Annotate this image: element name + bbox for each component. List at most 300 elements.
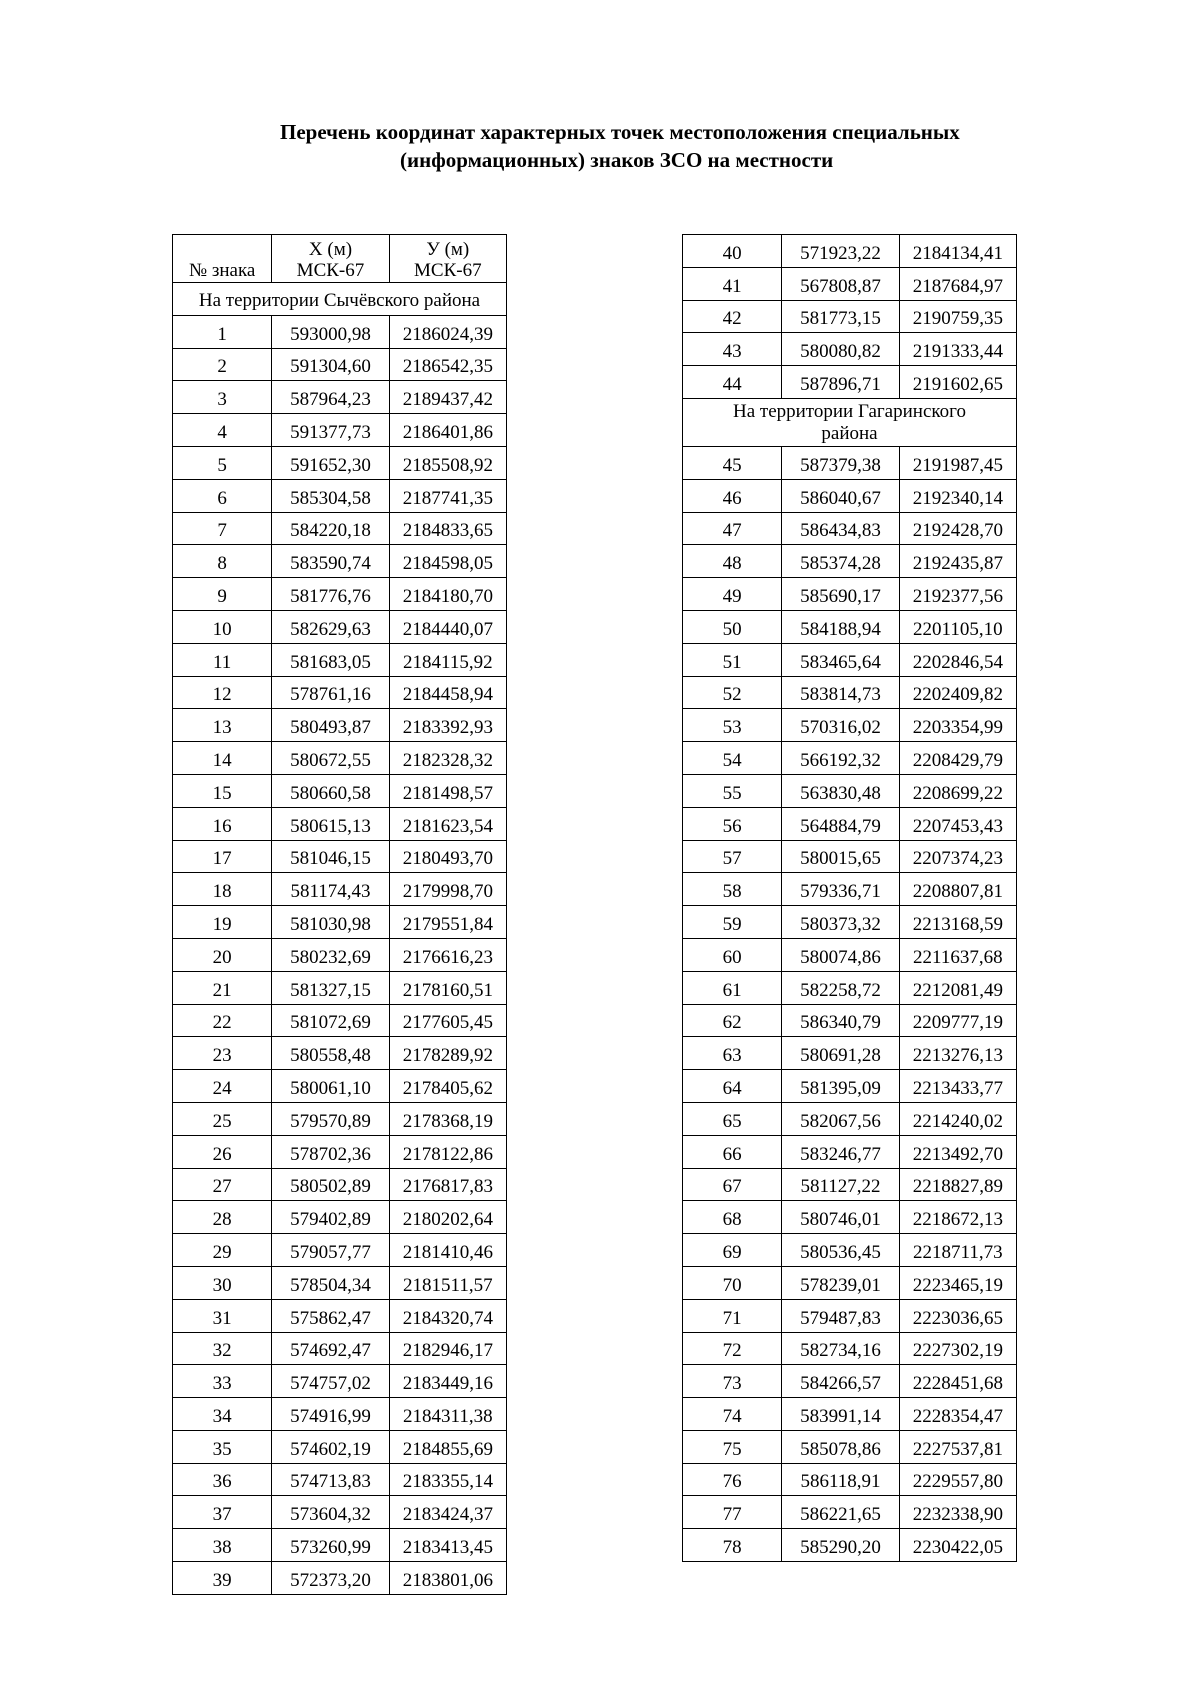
y-coordinate-cell: 2223036,65	[899, 1299, 1016, 1332]
table-row	[683, 1496, 1017, 1529]
table-row	[173, 742, 507, 775]
x-coordinate-cell: 581773,15	[782, 300, 899, 333]
table-row	[173, 1496, 507, 1529]
table-row	[683, 300, 1017, 333]
x-coordinate-cell: 593000,98	[272, 315, 389, 348]
x-coordinate-cell: 584220,18	[272, 512, 389, 545]
table-row	[683, 971, 1017, 1004]
sign-number-cell: 45	[683, 446, 782, 479]
x-coordinate-cell: 566192,32	[782, 742, 899, 775]
table-row	[173, 414, 507, 447]
table-row	[683, 1529, 1017, 1562]
y-coordinate-cell: 2180202,64	[389, 1201, 506, 1234]
sign-number-cell: 54	[683, 742, 782, 775]
y-coordinate-cell: 2183355,14	[389, 1463, 506, 1496]
y-coordinate-cell: 2192428,70	[899, 512, 1016, 545]
y-coordinate-cell: 2181498,57	[389, 774, 506, 807]
x-coordinate-cell: 579487,83	[782, 1299, 899, 1332]
sign-number-cell: 63	[683, 1037, 782, 1070]
x-coordinate-cell: 580061,10	[272, 1070, 389, 1103]
x-coordinate-cell: 583814,73	[782, 676, 899, 709]
x-coordinate-cell: 586040,67	[782, 479, 899, 512]
x-coordinate-cell: 580691,28	[782, 1037, 899, 1070]
x-coordinate-cell: 591304,60	[272, 348, 389, 381]
y-coordinate-cell: 2184598,05	[389, 545, 506, 578]
title-line-2: (информационных) знаков ЗСО на местности	[400, 148, 834, 172]
sign-number-cell: 15	[173, 774, 272, 807]
table-row	[173, 381, 507, 414]
table-row	[683, 578, 1017, 611]
sign-number-cell: 9	[173, 578, 272, 611]
table-row	[683, 479, 1017, 512]
sign-number-cell: 10	[173, 610, 272, 643]
table-row	[683, 676, 1017, 709]
y-coordinate-cell: 2202409,82	[899, 676, 1016, 709]
table-row	[173, 1234, 507, 1267]
sign-number-cell: 39	[173, 1562, 272, 1595]
sign-number-cell: 59	[683, 906, 782, 939]
table-row	[683, 742, 1017, 775]
x-coordinate-cell: 580660,58	[272, 774, 389, 807]
y-coordinate-cell: 2208807,81	[899, 873, 1016, 906]
y-coordinate-cell: 2177605,45	[389, 1004, 506, 1037]
x-coordinate-cell: 583246,77	[782, 1135, 899, 1168]
sign-number-cell: 8	[173, 545, 272, 578]
sign-number-cell: 20	[173, 938, 272, 971]
sign-number-cell: 5	[173, 446, 272, 479]
sign-number-cell: 17	[173, 840, 272, 873]
sign-number-cell: 72	[683, 1332, 782, 1365]
y-coordinate-cell: 2176616,23	[389, 938, 506, 971]
table-row	[683, 610, 1017, 643]
y-coordinate-cell: 2184180,70	[389, 578, 506, 611]
table-row	[683, 446, 1017, 479]
y-coordinate-cell: 2223465,19	[899, 1266, 1016, 1299]
x-coordinate-cell: 585304,58	[272, 479, 389, 512]
x-coordinate-cell: 578504,34	[272, 1266, 389, 1299]
table-row	[173, 1430, 507, 1463]
sign-number-cell: 31	[173, 1299, 272, 1332]
y-coordinate-cell: 2192377,56	[899, 578, 1016, 611]
table-row	[683, 333, 1017, 366]
y-coordinate-cell: 2178405,62	[389, 1070, 506, 1103]
x-coordinate-cell: 564884,79	[782, 807, 899, 840]
table-row	[173, 315, 507, 348]
y-coordinate-cell: 2207374,23	[899, 840, 1016, 873]
sign-number-cell: 36	[173, 1463, 272, 1496]
y-coordinate-cell: 2230422,05	[899, 1529, 1016, 1562]
sign-number-cell: 26	[173, 1135, 272, 1168]
table-header-row	[173, 235, 507, 283]
x-coordinate-cell: 585078,86	[782, 1430, 899, 1463]
x-coordinate-cell: 573604,32	[272, 1496, 389, 1529]
table-row	[173, 446, 507, 479]
table-row	[683, 840, 1017, 873]
x-coordinate-cell: 586118,91	[782, 1463, 899, 1496]
y-coordinate-cell: 2180493,70	[389, 840, 506, 873]
y-coordinate-cell: 2214240,02	[899, 1102, 1016, 1135]
table-row	[173, 1037, 507, 1070]
sign-number-cell: 19	[173, 906, 272, 939]
y-coordinate-cell: 2179998,70	[389, 873, 506, 906]
table-row	[173, 1562, 507, 1595]
y-coordinate-cell: 2203354,99	[899, 709, 1016, 742]
table-row	[173, 348, 507, 381]
y-coordinate-cell: 2184311,38	[389, 1398, 506, 1431]
y-coordinate-cell: 2184320,74	[389, 1299, 506, 1332]
x-coordinate-cell: 579570,89	[272, 1102, 389, 1135]
x-coordinate-cell: 578702,36	[272, 1135, 389, 1168]
sign-number-cell: 62	[683, 1004, 782, 1037]
y-coordinate-cell: 2183449,16	[389, 1365, 506, 1398]
sign-number-cell: 48	[683, 545, 782, 578]
sign-number-cell: 60	[683, 938, 782, 971]
sign-number-cell: 51	[683, 643, 782, 676]
y-coordinate-cell: 2228354,47	[899, 1398, 1016, 1431]
table-row	[683, 709, 1017, 742]
x-coordinate-cell: 587379,38	[782, 446, 899, 479]
x-coordinate-cell: 580672,55	[272, 742, 389, 775]
y-coordinate-cell: 2186401,86	[389, 414, 506, 447]
x-coordinate-cell: 583991,14	[782, 1398, 899, 1431]
y-coordinate-cell: 2213276,13	[899, 1037, 1016, 1070]
y-coordinate-cell: 2178160,51	[389, 971, 506, 1004]
sign-number-cell: 50	[683, 610, 782, 643]
y-coordinate-cell: 2183801,06	[389, 1562, 506, 1595]
y-coordinate-cell: 2181623,54	[389, 807, 506, 840]
sign-number-cell: 76	[683, 1463, 782, 1496]
x-coordinate-cell: 578239,01	[782, 1266, 899, 1299]
x-coordinate-cell: 586221,65	[782, 1496, 899, 1529]
y-coordinate-cell: 2181511,57	[389, 1266, 506, 1299]
header-y: У (м) МСК-67	[389, 235, 506, 283]
sign-number-cell: 64	[683, 1070, 782, 1103]
table-row	[173, 610, 507, 643]
table-row	[683, 1365, 1017, 1398]
y-coordinate-cell: 2184440,07	[389, 610, 506, 643]
table-row	[683, 1332, 1017, 1365]
y-coordinate-cell: 2213492,70	[899, 1135, 1016, 1168]
x-coordinate-cell: 580536,45	[782, 1234, 899, 1267]
x-coordinate-cell: 579057,77	[272, 1234, 389, 1267]
table-row	[683, 545, 1017, 578]
region-row-gagarin	[683, 398, 1017, 446]
x-coordinate-cell: 584188,94	[782, 610, 899, 643]
sign-number-cell: 29	[173, 1234, 272, 1267]
sign-number-cell: 1	[173, 315, 272, 348]
coordinates-table-left	[172, 234, 507, 1595]
table-row	[173, 807, 507, 840]
y-coordinate-cell: 2178122,86	[389, 1135, 506, 1168]
table-row	[683, 1037, 1017, 1070]
y-coordinate-cell: 2189437,42	[389, 381, 506, 414]
sign-number-cell: 23	[173, 1037, 272, 1070]
x-coordinate-cell: 591652,30	[272, 446, 389, 479]
x-coordinate-cell: 591377,73	[272, 414, 389, 447]
region-label: На территории Гагаринского района	[683, 398, 1017, 446]
table-row	[173, 1299, 507, 1332]
x-coordinate-cell: 581776,76	[272, 578, 389, 611]
y-coordinate-cell: 2176817,83	[389, 1168, 506, 1201]
y-coordinate-cell: 2218827,89	[899, 1168, 1016, 1201]
x-coordinate-cell: 587964,23	[272, 381, 389, 414]
y-coordinate-cell: 2181410,46	[389, 1234, 506, 1267]
x-coordinate-cell: 574602,19	[272, 1430, 389, 1463]
y-coordinate-cell: 2184833,65	[389, 512, 506, 545]
x-coordinate-cell: 581683,05	[272, 643, 389, 676]
table-row	[683, 1463, 1017, 1496]
sign-number-cell: 42	[683, 300, 782, 333]
region-label: На территории Сычёвского района	[173, 283, 507, 316]
x-coordinate-cell: 584266,57	[782, 1365, 899, 1398]
table-row	[683, 1201, 1017, 1234]
sign-number-cell: 75	[683, 1430, 782, 1463]
table-row	[173, 1365, 507, 1398]
table-row	[173, 1070, 507, 1103]
sign-number-cell: 41	[683, 267, 782, 300]
y-coordinate-cell: 2218672,13	[899, 1201, 1016, 1234]
y-coordinate-cell: 2207453,43	[899, 807, 1016, 840]
x-coordinate-cell: 573260,99	[272, 1529, 389, 1562]
x-coordinate-cell: 585690,17	[782, 578, 899, 611]
table-row	[173, 512, 507, 545]
table-row	[173, 643, 507, 676]
sign-number-cell: 37	[173, 1496, 272, 1529]
x-coordinate-cell: 580558,48	[272, 1037, 389, 1070]
x-coordinate-cell: 581030,98	[272, 906, 389, 939]
y-coordinate-cell: 2229557,80	[899, 1463, 1016, 1496]
table-row	[173, 1266, 507, 1299]
sign-number-cell: 21	[173, 971, 272, 1004]
y-coordinate-cell: 2191333,44	[899, 333, 1016, 366]
sign-number-cell: 53	[683, 709, 782, 742]
x-coordinate-cell: 578761,16	[272, 676, 389, 709]
table-row	[683, 1004, 1017, 1037]
y-coordinate-cell: 2183413,45	[389, 1529, 506, 1562]
x-coordinate-cell: 580493,87	[272, 709, 389, 742]
sign-number-cell: 52	[683, 676, 782, 709]
y-coordinate-cell: 2184115,92	[389, 643, 506, 676]
sign-number-cell: 25	[173, 1102, 272, 1135]
x-coordinate-cell: 587896,71	[782, 366, 899, 399]
y-coordinate-cell: 2186542,35	[389, 348, 506, 381]
sign-number-cell: 69	[683, 1234, 782, 1267]
y-coordinate-cell: 2184458,94	[389, 676, 506, 709]
y-coordinate-cell: 2218711,73	[899, 1234, 1016, 1267]
y-coordinate-cell: 2183392,93	[389, 709, 506, 742]
sign-number-cell: 68	[683, 1201, 782, 1234]
y-coordinate-cell: 2185508,92	[389, 446, 506, 479]
x-coordinate-cell: 575862,47	[272, 1299, 389, 1332]
table-row	[683, 1266, 1017, 1299]
table-row	[173, 1004, 507, 1037]
x-coordinate-cell: 567808,87	[782, 267, 899, 300]
sign-number-cell: 38	[173, 1529, 272, 1562]
sign-number-cell: 13	[173, 709, 272, 742]
x-coordinate-cell: 582258,72	[782, 971, 899, 1004]
table-row	[683, 267, 1017, 300]
sign-number-cell: 46	[683, 479, 782, 512]
table-row	[173, 873, 507, 906]
y-coordinate-cell: 2227302,19	[899, 1332, 1016, 1365]
table-row	[173, 971, 507, 1004]
x-coordinate-cell: 586434,83	[782, 512, 899, 545]
x-coordinate-cell: 581174,43	[272, 873, 389, 906]
sign-number-cell: 61	[683, 971, 782, 1004]
sign-number-cell: 40	[683, 235, 782, 268]
table-row	[173, 906, 507, 939]
x-coordinate-cell: 582629,63	[272, 610, 389, 643]
y-coordinate-cell: 2190759,35	[899, 300, 1016, 333]
sign-number-cell: 4	[173, 414, 272, 447]
table-row	[173, 840, 507, 873]
sign-number-cell: 24	[173, 1070, 272, 1103]
sign-number-cell: 32	[173, 1332, 272, 1365]
sign-number-cell: 7	[173, 512, 272, 545]
table-row	[173, 676, 507, 709]
coordinates-table-right	[682, 234, 1017, 1562]
x-coordinate-cell: 585290,20	[782, 1529, 899, 1562]
table-row	[173, 709, 507, 742]
header-x: Х (м) МСК-67	[272, 235, 389, 283]
table-row	[683, 1135, 1017, 1168]
table-row	[173, 1135, 507, 1168]
table-row	[173, 1529, 507, 1562]
y-coordinate-cell: 2187684,97	[899, 267, 1016, 300]
y-coordinate-cell: 2191987,45	[899, 446, 1016, 479]
y-coordinate-cell: 2184134,41	[899, 235, 1016, 268]
y-coordinate-cell: 2186024,39	[389, 315, 506, 348]
sign-number-cell: 55	[683, 774, 782, 807]
x-coordinate-cell: 580015,65	[782, 840, 899, 873]
sign-number-cell: 74	[683, 1398, 782, 1431]
sign-number-cell: 73	[683, 1365, 782, 1398]
sign-number-cell: 6	[173, 479, 272, 512]
table-row	[173, 1463, 507, 1496]
x-coordinate-cell: 580080,82	[782, 333, 899, 366]
table-row	[683, 906, 1017, 939]
y-coordinate-cell: 2208429,79	[899, 742, 1016, 775]
sign-number-cell: 2	[173, 348, 272, 381]
table-row	[683, 512, 1017, 545]
title-line-1: Перечень координат характерных точек местоположения специальных	[280, 120, 960, 144]
sign-number-cell: 44	[683, 366, 782, 399]
sign-number-cell: 34	[173, 1398, 272, 1431]
y-coordinate-cell: 2182328,32	[389, 742, 506, 775]
y-coordinate-cell: 2178368,19	[389, 1102, 506, 1135]
sign-number-cell: 18	[173, 873, 272, 906]
table-row	[173, 1201, 507, 1234]
table-row	[683, 1070, 1017, 1103]
y-coordinate-cell: 2232338,90	[899, 1496, 1016, 1529]
y-coordinate-cell: 2213168,59	[899, 906, 1016, 939]
sign-number-cell: 78	[683, 1529, 782, 1562]
table-row	[683, 1430, 1017, 1463]
table-row	[683, 643, 1017, 676]
table-row	[683, 873, 1017, 906]
x-coordinate-cell: 571923,22	[782, 235, 899, 268]
sign-number-cell: 66	[683, 1135, 782, 1168]
x-coordinate-cell: 581072,69	[272, 1004, 389, 1037]
x-coordinate-cell: 572373,20	[272, 1562, 389, 1595]
table-row	[683, 1168, 1017, 1201]
table-row	[173, 1102, 507, 1135]
sign-number-cell: 43	[683, 333, 782, 366]
table-row	[683, 1102, 1017, 1135]
x-coordinate-cell: 581127,22	[782, 1168, 899, 1201]
y-coordinate-cell: 2228451,68	[899, 1365, 1016, 1398]
sign-number-cell: 65	[683, 1102, 782, 1135]
sign-number-cell: 49	[683, 578, 782, 611]
x-coordinate-cell: 563830,48	[782, 774, 899, 807]
sign-number-cell: 22	[173, 1004, 272, 1037]
y-coordinate-cell: 2211637,68	[899, 938, 1016, 971]
sign-number-cell: 3	[173, 381, 272, 414]
table-row	[173, 774, 507, 807]
y-coordinate-cell: 2187741,35	[389, 479, 506, 512]
sign-number-cell: 70	[683, 1266, 782, 1299]
y-coordinate-cell: 2202846,54	[899, 643, 1016, 676]
table-row	[173, 545, 507, 578]
table-row	[683, 807, 1017, 840]
sign-number-cell: 27	[173, 1168, 272, 1201]
x-coordinate-cell: 570316,02	[782, 709, 899, 742]
y-coordinate-cell: 2213433,77	[899, 1070, 1016, 1103]
y-coordinate-cell: 2184855,69	[389, 1430, 506, 1463]
y-coordinate-cell: 2209777,19	[899, 1004, 1016, 1037]
y-coordinate-cell: 2227537,81	[899, 1430, 1016, 1463]
x-coordinate-cell: 580232,69	[272, 938, 389, 971]
x-coordinate-cell: 574916,99	[272, 1398, 389, 1431]
table-row	[683, 235, 1017, 268]
x-coordinate-cell: 580615,13	[272, 807, 389, 840]
y-coordinate-cell: 2201105,10	[899, 610, 1016, 643]
x-coordinate-cell: 582067,56	[782, 1102, 899, 1135]
x-coordinate-cell: 580074,86	[782, 938, 899, 971]
x-coordinate-cell: 580373,32	[782, 906, 899, 939]
y-coordinate-cell: 2179551,84	[389, 906, 506, 939]
x-coordinate-cell: 586340,79	[782, 1004, 899, 1037]
y-coordinate-cell: 2192340,14	[899, 479, 1016, 512]
x-coordinate-cell: 583590,74	[272, 545, 389, 578]
x-coordinate-cell: 579402,89	[272, 1201, 389, 1234]
header-sign-number: № знака	[173, 235, 272, 283]
x-coordinate-cell: 580746,01	[782, 1201, 899, 1234]
sign-number-cell: 12	[173, 676, 272, 709]
x-coordinate-cell: 580502,89	[272, 1168, 389, 1201]
sign-number-cell: 67	[683, 1168, 782, 1201]
x-coordinate-cell: 579336,71	[782, 873, 899, 906]
table-row	[173, 479, 507, 512]
sign-number-cell: 58	[683, 873, 782, 906]
y-coordinate-cell: 2192435,87	[899, 545, 1016, 578]
x-coordinate-cell: 581395,09	[782, 1070, 899, 1103]
table-row	[683, 774, 1017, 807]
x-coordinate-cell: 574757,02	[272, 1365, 389, 1398]
sign-number-cell: 16	[173, 807, 272, 840]
sign-number-cell: 71	[683, 1299, 782, 1332]
sign-number-cell: 56	[683, 807, 782, 840]
table-row	[173, 1398, 507, 1431]
x-coordinate-cell: 574713,83	[272, 1463, 389, 1496]
table-row	[683, 1299, 1017, 1332]
y-coordinate-cell: 2183424,37	[389, 1496, 506, 1529]
y-coordinate-cell: 2182946,17	[389, 1332, 506, 1365]
table-row	[683, 938, 1017, 971]
region-row-sychevka	[173, 283, 507, 316]
x-coordinate-cell: 574692,47	[272, 1332, 389, 1365]
y-coordinate-cell: 2208699,22	[899, 774, 1016, 807]
